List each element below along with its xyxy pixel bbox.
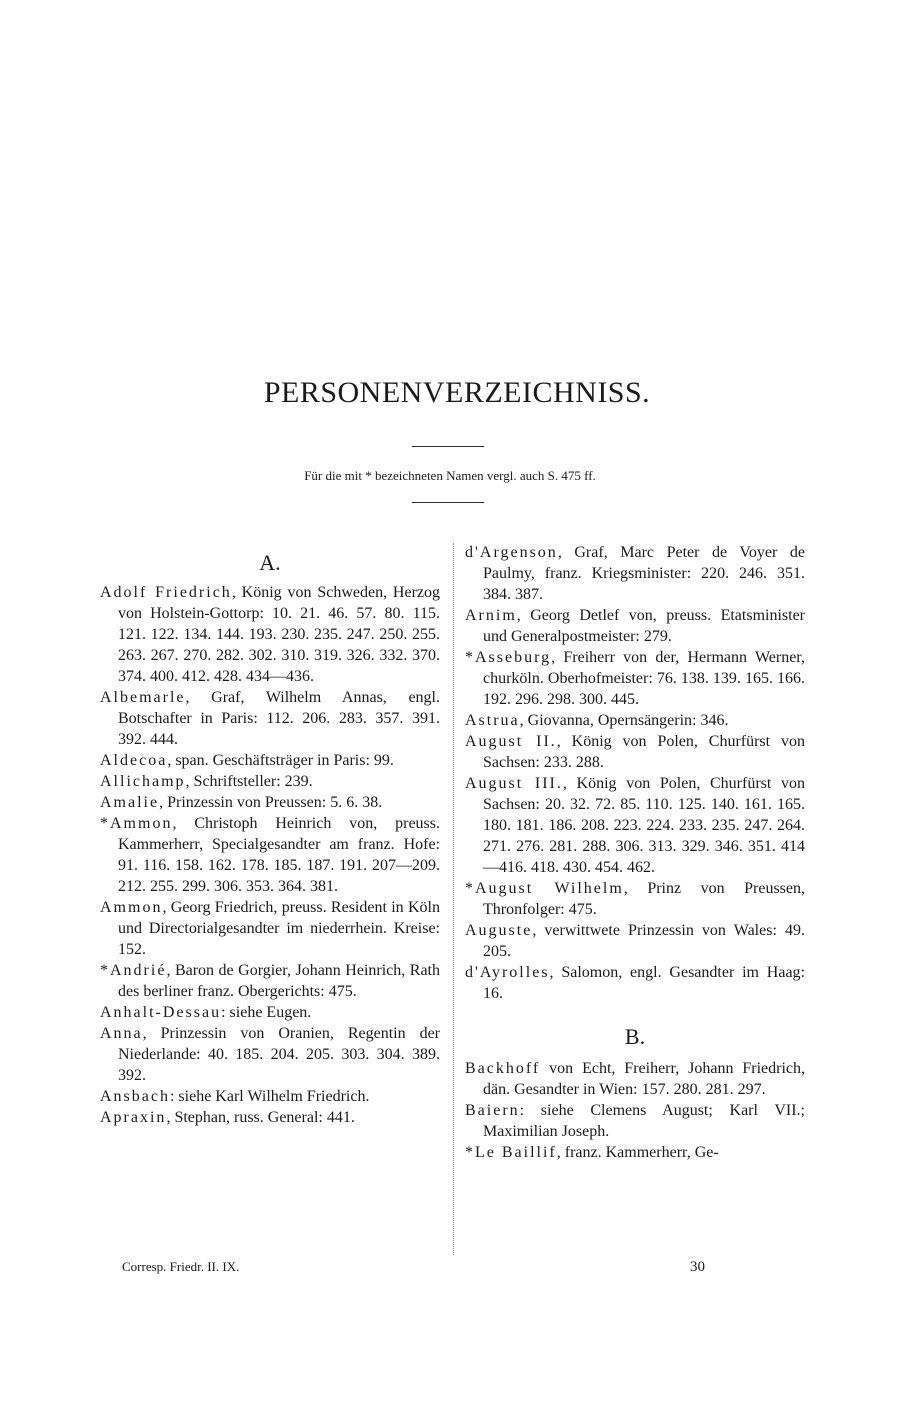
title-rule-top bbox=[412, 446, 484, 447]
index-entry bbox=[465, 962, 805, 1004]
index-entry bbox=[100, 1107, 440, 1128]
index-entry bbox=[100, 582, 440, 687]
index-entry bbox=[100, 897, 440, 960]
entry-text: , König von Polen, Churfürst von Sachsen: 20. 32. 72. 85. 110. 125. 140. 161. 165. 180. 181. 186. 208. 223. 224. 233. 235. 247. 264. 271. 276. 281. 288. 306. 313. 329. 346. 351. 414—416. 418. 430. 454. 462. bbox=[483, 775, 805, 876]
entry-text: , Georg Detlef von, preuss. Etatsminister und Generalpostmeister: 279. bbox=[483, 607, 805, 645]
entry-name: Amalie bbox=[100, 794, 160, 811]
index-entry bbox=[465, 1100, 805, 1142]
entry-name: Aldecoa bbox=[100, 752, 168, 769]
index-entry bbox=[100, 792, 440, 813]
entry-name: August III. bbox=[465, 775, 563, 792]
entry-text: , Prinz von Preussen, Thronfolger: 475. bbox=[483, 880, 805, 918]
column-divider bbox=[453, 543, 454, 1255]
left-entry-list bbox=[100, 582, 440, 1128]
entry-text: , Schriftsteller: 239. bbox=[185, 773, 313, 790]
entry-name: Astrua bbox=[465, 712, 520, 729]
page-number: 30 bbox=[690, 1259, 705, 1275]
entry-name: Anhalt-Dessau bbox=[100, 1004, 222, 1021]
index-entry bbox=[100, 960, 440, 1002]
entry-text: , span. Geschäftsträger in Paris: 99. bbox=[167, 752, 394, 769]
entry-name: *Le Baillif bbox=[465, 1144, 557, 1161]
section-letter-b: B. bbox=[624, 1024, 646, 1049]
entry-text: , Salomon, engl. Gesandter im Haag: 16. bbox=[483, 964, 805, 1002]
index-entry bbox=[465, 605, 805, 647]
index-entry bbox=[465, 731, 805, 773]
entry-name: *Ammon bbox=[100, 815, 173, 832]
index-entry bbox=[100, 687, 440, 750]
entry-name: Backhoff bbox=[465, 1060, 541, 1077]
entry-name: Allichamp bbox=[100, 773, 186, 790]
title-rule-bottom bbox=[412, 502, 484, 503]
footer-signature: Corresp. Friedr. II. IX. bbox=[122, 1259, 240, 1274]
entry-name: Apraxin bbox=[100, 1109, 167, 1126]
entry-name: Albemarle bbox=[100, 689, 186, 706]
entry-text: , Prinzessin von Oranien, Regentin der Niederlande: 40. 185. 204. 205. 303. 304. 389. 392. bbox=[118, 1025, 440, 1084]
entry-text: , verwittwete Prinzessin von Wales: 49. 205. bbox=[483, 922, 805, 960]
index-entry bbox=[465, 1058, 805, 1100]
index-entry bbox=[100, 813, 440, 897]
entry-name: Anna bbox=[100, 1025, 143, 1042]
index-entry bbox=[465, 920, 805, 962]
entry-text: : siehe Eugen. bbox=[221, 1004, 312, 1021]
reference-note: Für die mit * bezeichneten Namen vergl. auch S. 475 ff. bbox=[304, 468, 596, 483]
entry-text: , Prinzessin von Preussen: 5. 6. 38. bbox=[159, 794, 383, 811]
entry-name: Arnim bbox=[465, 607, 517, 624]
index-entry bbox=[100, 1023, 440, 1086]
index-entry bbox=[100, 1002, 440, 1023]
entry-text: , Baron de Gorgier, Johann Heinrich, Rath des berliner franz. Obergerichts: 475. bbox=[118, 962, 440, 1000]
entry-name: Ansbach bbox=[100, 1088, 170, 1105]
entry-text: , Graf, Wilhelm Annas, engl. Botschafter in Paris: 112. 206. 283. 357. 391. 392. 444. bbox=[118, 689, 440, 748]
entry-name: Baiern bbox=[465, 1102, 520, 1119]
entry-name: August II. bbox=[465, 733, 557, 750]
entry-text: von Echt, Freiherr, Johann Friedrich, dän. Gesandter in Wien: 157. 280. 281. 297. bbox=[483, 1060, 805, 1098]
index-entry bbox=[465, 542, 805, 605]
entry-name: *Andrié bbox=[100, 962, 167, 979]
entry-name: *August Wilhelm bbox=[465, 880, 624, 897]
section-letter-a: A. bbox=[259, 550, 281, 575]
entry-text: , franz. Kammerherr, Ge- bbox=[556, 1144, 719, 1161]
entry-text: , Giovanna, Opernsängerin: 346. bbox=[519, 712, 729, 729]
index-entry bbox=[100, 771, 440, 792]
page-title: PERSONENVERZEICHNISS. bbox=[263, 376, 651, 409]
entry-name: *Asseburg bbox=[465, 649, 552, 666]
right-entry-list-b bbox=[465, 1058, 805, 1163]
entry-text: , Stephan, russ. General: 441. bbox=[166, 1109, 355, 1126]
index-entry bbox=[465, 773, 805, 878]
entry-text: , Christoph Heinrich von, preuss. Kammerherr, Specialgesandter am franz. Hofe: 91. 116. 158. 162. 178. 185. 187. 191. 207—209. 212. 255. 299. 306. 353. 364. 381. bbox=[118, 815, 440, 895]
index-entry bbox=[100, 750, 440, 771]
entry-name: Adolf Friedrich bbox=[100, 584, 232, 601]
entry-name: d'Ayrolles bbox=[465, 964, 550, 981]
index-entry bbox=[465, 647, 805, 710]
entry-text: : siehe Clemens August; Karl VII.; Maximilian Joseph. bbox=[483, 1102, 805, 1140]
right-column bbox=[465, 542, 805, 1163]
entry-text: , König von Schweden, Herzog von Holstein-Gottorp: 10. 21. 46. 57. 80. 115. 121. 122. 134. 144. 193. 230. 235. 247. 250. 255. 263. 267. 270. 282. 302. 310. 319. 326. 332. 370. 374. 400. 412. 428. 434—436. bbox=[118, 584, 440, 685]
entry-text: , Freiherr von der, Hermann Werner, churköln. Oberhofmeister: 76. 138. 139. 165. 166. 192. 296. 298. 300. 445. bbox=[483, 649, 805, 708]
left-column bbox=[100, 548, 440, 1128]
entry-text: , König von Polen, Churfürst von Sachsen: 233. 288. bbox=[483, 733, 805, 771]
entry-text: : siehe Karl Wilhelm Friedrich. bbox=[169, 1088, 370, 1105]
entry-text: , Georg Friedrich, preuss. Resident in Köln und Directorialgesandter im niederrhein. Kreise: 152. bbox=[118, 899, 440, 958]
entry-text: , Graf, Marc Peter de Voyer de Paulmy, franz. Kriegsminister: 220. 246. 351. 384. 387. bbox=[483, 544, 805, 603]
entry-name: Auguste bbox=[465, 922, 533, 939]
right-entry-list-a bbox=[465, 542, 805, 1004]
index-entry bbox=[465, 1142, 805, 1163]
index-entry bbox=[465, 878, 805, 920]
index-entry bbox=[465, 710, 805, 731]
entry-name: d'Argenson bbox=[465, 544, 558, 561]
entry-name: Ammon bbox=[100, 899, 163, 916]
index-entry bbox=[100, 1086, 440, 1107]
